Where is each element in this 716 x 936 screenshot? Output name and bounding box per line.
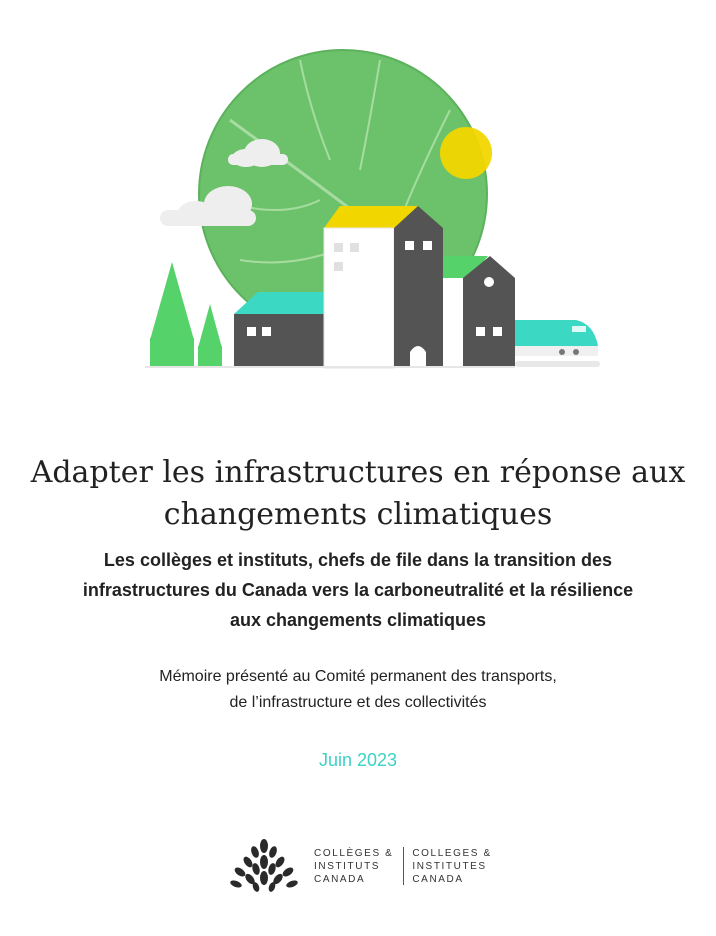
title-line-2: changements climatiques bbox=[163, 497, 553, 532]
subtitle bbox=[40, 545, 676, 635]
logo-fr-line-3: CANADA bbox=[314, 873, 366, 885]
title-line-1: Adapter les infrastructures en réponse aux bbox=[30, 455, 686, 490]
logo-fr-line-2: INSTITUTS bbox=[314, 860, 381, 872]
cican-logo bbox=[228, 838, 492, 894]
logo-text-fr bbox=[300, 847, 393, 886]
logo-fr-line-1: COLLÈGES & bbox=[314, 847, 394, 859]
memo-line-2: de l’infrastructure et des collectivités bbox=[229, 694, 487, 711]
memo-statement bbox=[0, 664, 716, 716]
subtitle-line-1: Les collèges et instituts, chefs de file dans la transition des bbox=[103, 550, 613, 570]
train-icon bbox=[515, 320, 600, 367]
leaf-cluster-icon bbox=[228, 838, 300, 894]
tree-icon bbox=[150, 262, 222, 366]
sun-icon bbox=[440, 127, 492, 179]
subtitle-line-3: aux changements climatiques bbox=[229, 610, 487, 630]
logo-text-en bbox=[404, 847, 491, 886]
logo-en-line-1: COLLEGES & bbox=[412, 847, 492, 859]
logo-en-line-3: CANADA bbox=[412, 873, 464, 885]
logo-en-line-2: INSTITUTES bbox=[412, 860, 487, 872]
cover-illustration bbox=[0, 0, 716, 400]
building-icon bbox=[234, 292, 324, 368]
page-title bbox=[0, 452, 716, 536]
publication-date: Juin 2023 bbox=[318, 750, 398, 770]
building-icon bbox=[394, 206, 443, 368]
subtitle-line-2: infrastructures du Canada vers la carboneutralité et la résilience bbox=[82, 580, 634, 600]
memo-line-1: Mémoire présenté au Comité permanent des transports, bbox=[159, 668, 557, 685]
